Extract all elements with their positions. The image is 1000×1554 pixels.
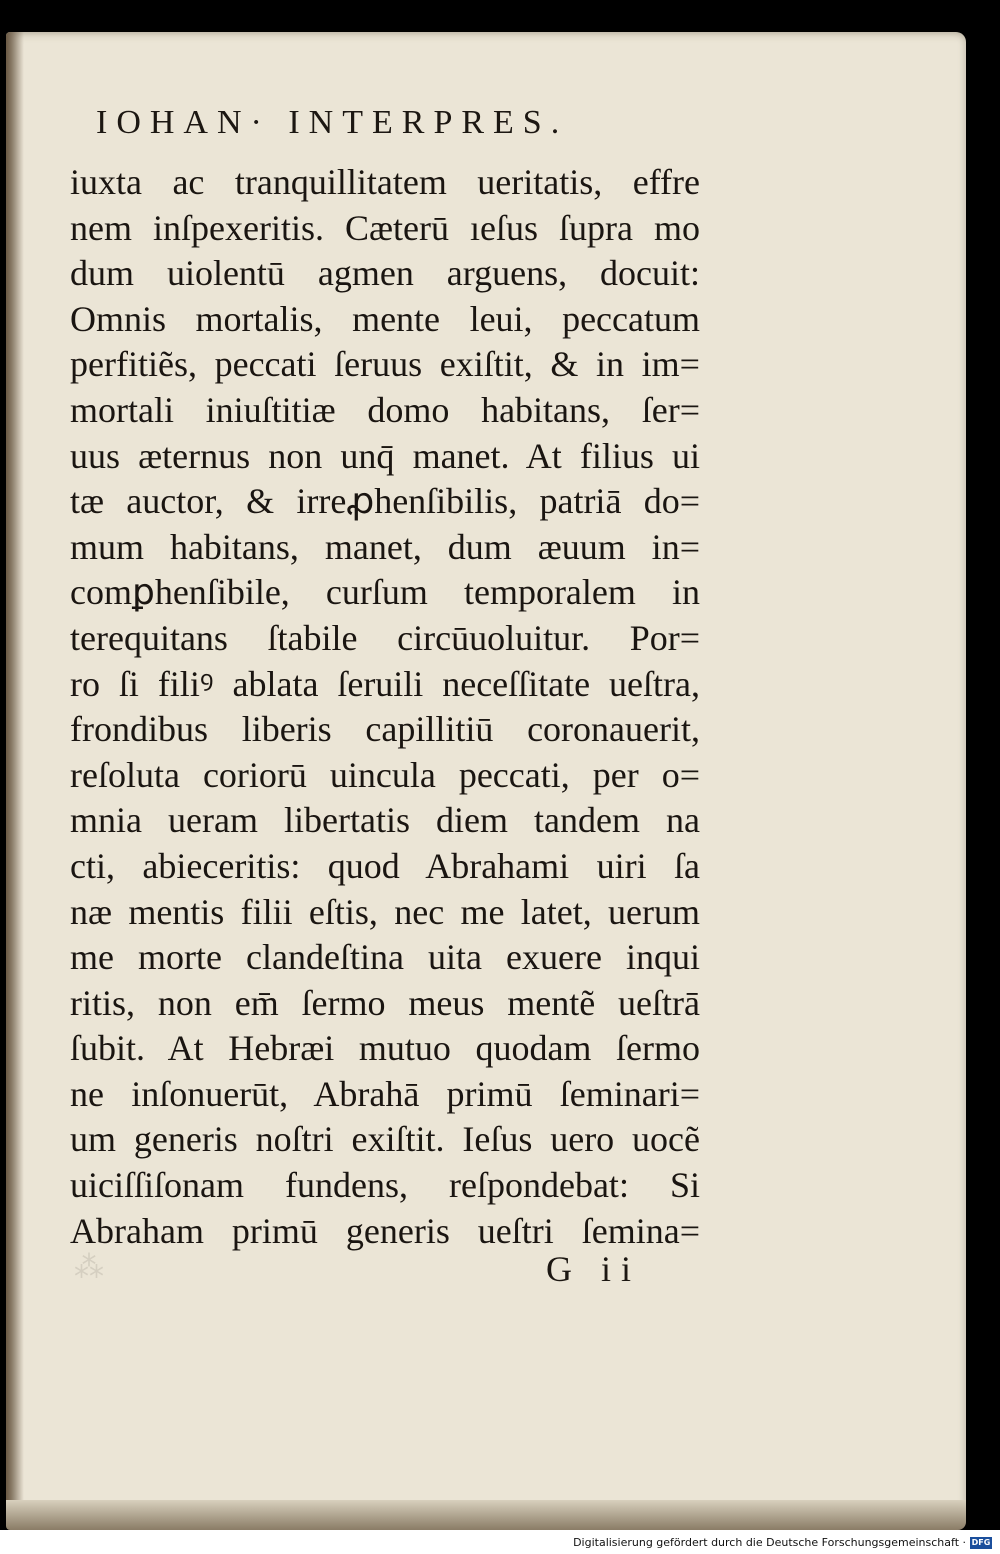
text-line: um generis noſtri exiſtit. Ieſus uero uocẽ [70, 1119, 700, 1160]
text-line: mnia ueram libertatis diem tandem na [70, 800, 700, 841]
text-line: Abraham primū generis ueſtri ſemina= [70, 1210, 700, 1251]
signature-mark: G ii [546, 1249, 642, 1289]
text-line: ro ſi filiꝰ ablata ſeruili neceſſitate ueſtra, [70, 663, 700, 704]
text-line: comꝑhenſibile, curſum temporalem in [70, 572, 700, 613]
text-line: reſoluta coriorū uincula peccati, per o= [70, 754, 700, 795]
text-line: cti, abieceritis: quod Abrahami uiri ſa [70, 845, 700, 886]
text-line: perfitiẽs, peccati ſeruus exiſtit, & in im= [70, 344, 700, 385]
dfg-logo: DFG [971, 1538, 991, 1547]
text-line: ne inſonuerūt, Abrahā primū ſeminari= [70, 1073, 700, 1114]
text-line: uus æternus non unq̄ manet. At filius ui [70, 435, 700, 476]
text-line: mortali iniuſtitiæ domo habitans, ſer= [70, 389, 700, 430]
text-line: iuxta ac tranquillitatem ueritatis, effre [70, 162, 700, 202]
funding-credit: Digitalisierung gefördert durch die Deutsche Forschungsgemeinschaft · [573, 1536, 966, 1549]
text-line: dum uiolentū agmen arguens, docuit: [70, 253, 700, 294]
running-head: IOHAN· INTERPRES. [96, 104, 569, 141]
text-line: frondibus liberis capillitiū coronauerit, [70, 709, 700, 750]
text-line: tæ auctor, & irreꝓhenſibilis, patriā do= [70, 481, 700, 522]
text-line: nem inſpexeritis. Cæterū ıeſus ſupra mo [70, 207, 700, 248]
page-bottom-edge [6, 1500, 966, 1530]
text-line: ſubit. At Hebræi mutuo quodam ſermo [70, 1028, 700, 1069]
text-line: mum habitans, manet, dum æuum in= [70, 526, 700, 567]
bleed-through-mark: ⁂ [74, 1251, 104, 1284]
text-line: uiciſſiſonam fundens, reſpondebat: Si [70, 1165, 700, 1206]
text-line: me morte clandeſtina uita exuere inqui [70, 937, 700, 978]
text-line: ritis, non em̄ ſermo meus mentẽ ueſtrā [70, 982, 700, 1023]
body-text [70, 160, 700, 1254]
text-line: næ mentis filii eſtis, nec me latet, uerum [70, 891, 700, 932]
text-line: Omnis mortalis, mente leui, peccatum [70, 298, 700, 339]
text-line: terequitans ſtabile circūuoluitur. Por= [70, 617, 700, 658]
